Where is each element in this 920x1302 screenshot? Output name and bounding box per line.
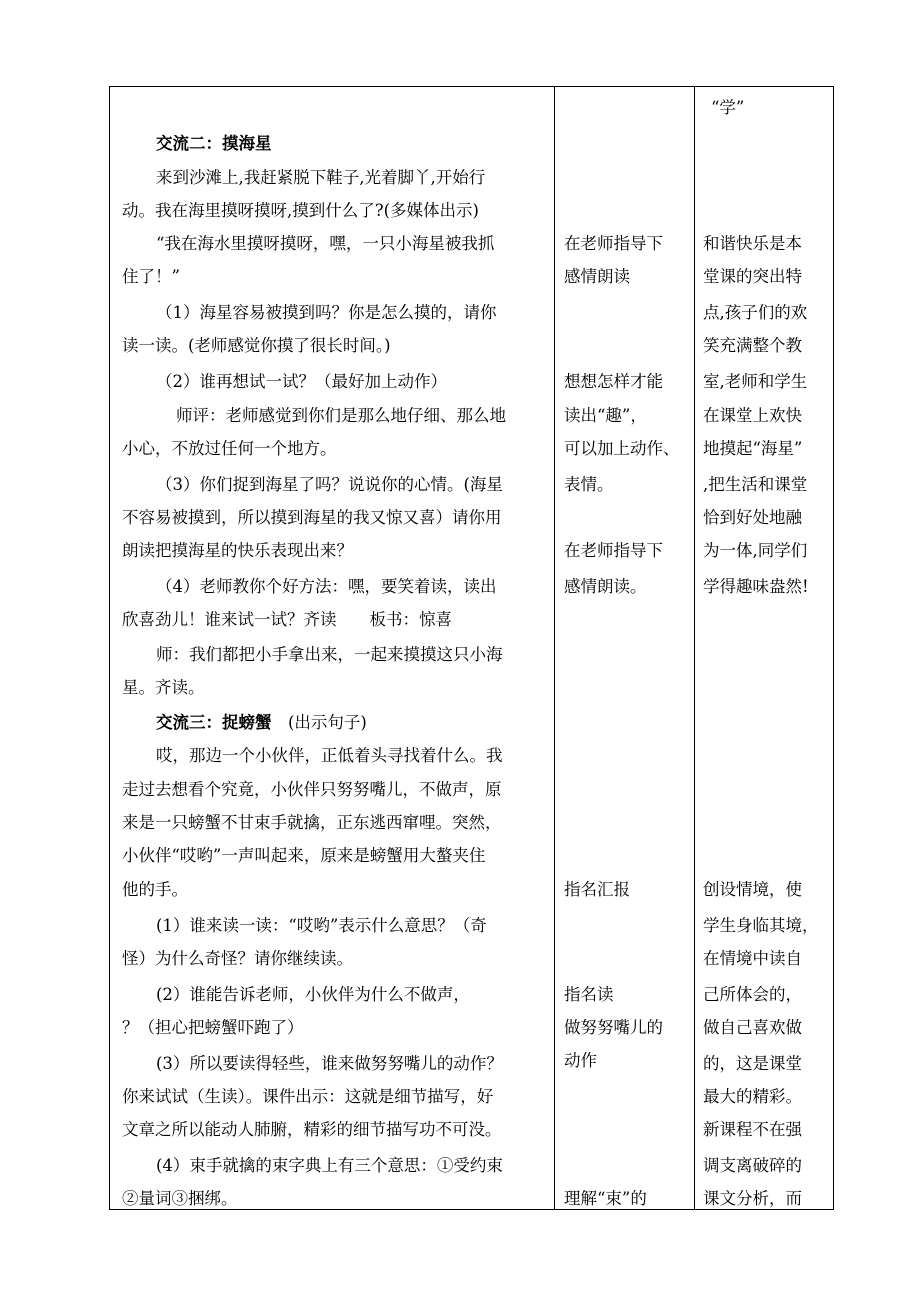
- text-line: 动作: [564, 1051, 597, 1070]
- text-line: 动。我在海里摸呀摸呀,摸到什么了?(多媒体出示): [122, 201, 479, 220]
- text-line: 的，这是课堂: [703, 1054, 802, 1073]
- text-line: 表情。: [564, 475, 614, 494]
- text-line: 小心，不放过任何一个地方。: [122, 439, 337, 458]
- text-line: 学生身临其境，: [703, 916, 819, 935]
- text-line: 在老师指导下: [564, 234, 663, 253]
- text-line: ？（担心把螃蟹吓跑了）: [122, 1018, 304, 1037]
- text-line: 他的手。: [122, 880, 188, 899]
- text-line: 住了！”: [122, 267, 180, 286]
- text-line: 理解“束”的: [564, 1189, 647, 1208]
- text-line: “学”: [711, 98, 745, 117]
- text-line: 和谐快乐是本: [703, 234, 802, 253]
- text-line: 点,孩子们的欢: [703, 303, 808, 322]
- text-line: 在课堂上欢快: [703, 406, 802, 425]
- text-line: ,把生活和课堂: [703, 475, 808, 494]
- text-line: 新课程不在强: [703, 1120, 802, 1139]
- text-line: 小伙伴“哎哟”一声叫起来，原来是螃蟹用大螯夹住: [122, 846, 486, 865]
- text-line: 最大的精彩。: [703, 1087, 802, 1106]
- lesson-table: [109, 86, 834, 1210]
- text-line: 恰到好处地融: [703, 508, 802, 527]
- text-line: （4）老师教你个好方法：嘿，要笑着读，读出: [156, 577, 497, 596]
- text-line: 读一读。(老师感觉你摸了很长时间。): [122, 336, 391, 355]
- text-line: 可以加上动作、: [564, 439, 680, 458]
- text-line: 欣喜劲儿！谁来试一试？齐读 板书：惊喜: [122, 610, 452, 629]
- column-divider: [694, 87, 695, 1209]
- text-line: (2）谁能告诉老师，小伙伴为什么不做声，: [156, 985, 470, 1004]
- text-line: （1）海星容易被摸到吗？你是怎么摸的，请你: [156, 303, 497, 322]
- text-line: 己所体会的，: [703, 985, 802, 1004]
- text-line: 调支离破碎的: [703, 1156, 802, 1175]
- text-line: 指名汇报: [564, 880, 630, 899]
- text-line: (3）所以要读得轻些，谁来做努努嘴儿的动作？: [156, 1054, 503, 1073]
- text-line: （3）你们捉到海星了吗？说说你的心情。(海星: [156, 475, 503, 494]
- text-line: 创设情境，使: [703, 880, 802, 899]
- text-line: 师评：老师感觉到你们是那么地仔细、那么地: [176, 406, 506, 425]
- text-line: 在情境中读自: [703, 949, 802, 968]
- text-line: 来是一只螃蟹不甘束手就擒，正东逃西窜哩。突然，: [122, 813, 502, 832]
- text-line: 做自己喜欢做: [703, 1018, 802, 1037]
- text-line: 地摸起“海星”: [703, 439, 803, 458]
- text-line: 师：我们都把小手拿出来，一起来摸摸这只小海: [156, 645, 503, 664]
- text-line: 哎，那边一个小伙伴，正低着头寻找着什么。我: [156, 746, 503, 765]
- section-heading: 交流三：捉螃蟹: [156, 713, 272, 732]
- text-line: 为一体,同学们: [703, 541, 808, 560]
- text-line: ②量词③捆绑。: [122, 1189, 238, 1208]
- text-line: 感情朗读。: [564, 577, 647, 596]
- text-line: 星。齐读。: [122, 678, 205, 697]
- text-line: 怪）为什么奇怪？请你继续读。: [122, 949, 353, 968]
- text-line: 学得趣味盎然!: [703, 577, 809, 596]
- text-line: （2）谁再想试一试？（最好加上动作）: [156, 372, 447, 391]
- text-line: (1）谁来读一读：“哎哟”表示什么意思？（奇: [156, 916, 487, 935]
- text-line: 朗读把摸海星的快乐表现出来？: [122, 541, 353, 560]
- text-line: (出示句子): [288, 713, 367, 732]
- text-line: 来到沙滩上,我赶紧脱下鞋子,光着脚丫,开始行: [156, 168, 486, 187]
- text-line: 做努努嘴儿的: [564, 1018, 663, 1037]
- text-line: 指名读: [564, 985, 614, 1004]
- text-line: 室,老师和学生: [703, 372, 808, 391]
- text-line: 笑充满整个教: [703, 336, 802, 355]
- section-heading: 交流二：摸海星: [156, 134, 272, 153]
- text-line: 堂课的突出特: [703, 267, 802, 286]
- text-line: (4）束手就擒的束字典上有三个意思：①受约束: [156, 1156, 503, 1175]
- text-line: 感情朗读: [564, 267, 630, 286]
- text-line: 想想怎样才能: [564, 372, 663, 391]
- text-line: 不容易被摸到，所以摸到海星的我又惊又喜）请你用: [122, 508, 502, 527]
- text-line: 走过去想看个究竟，小伙伴只努努嘴儿，不做声，原: [122, 780, 502, 799]
- text-line: 在老师指导下: [564, 541, 663, 560]
- text-line: 你来试试（生读）。课件出示：这就是细节描写，好: [122, 1087, 494, 1106]
- text-line: 课文分析，而: [703, 1189, 802, 1208]
- text-line: “我在海水里摸呀摸呀，嘿，一只小海星被我抓: [156, 234, 495, 253]
- text-line: 文章之所以能动人肺腑，精彩的细节描写功不可没。: [122, 1120, 502, 1139]
- text-line: 读出“趣”，: [564, 406, 647, 425]
- column-divider: [554, 87, 555, 1209]
